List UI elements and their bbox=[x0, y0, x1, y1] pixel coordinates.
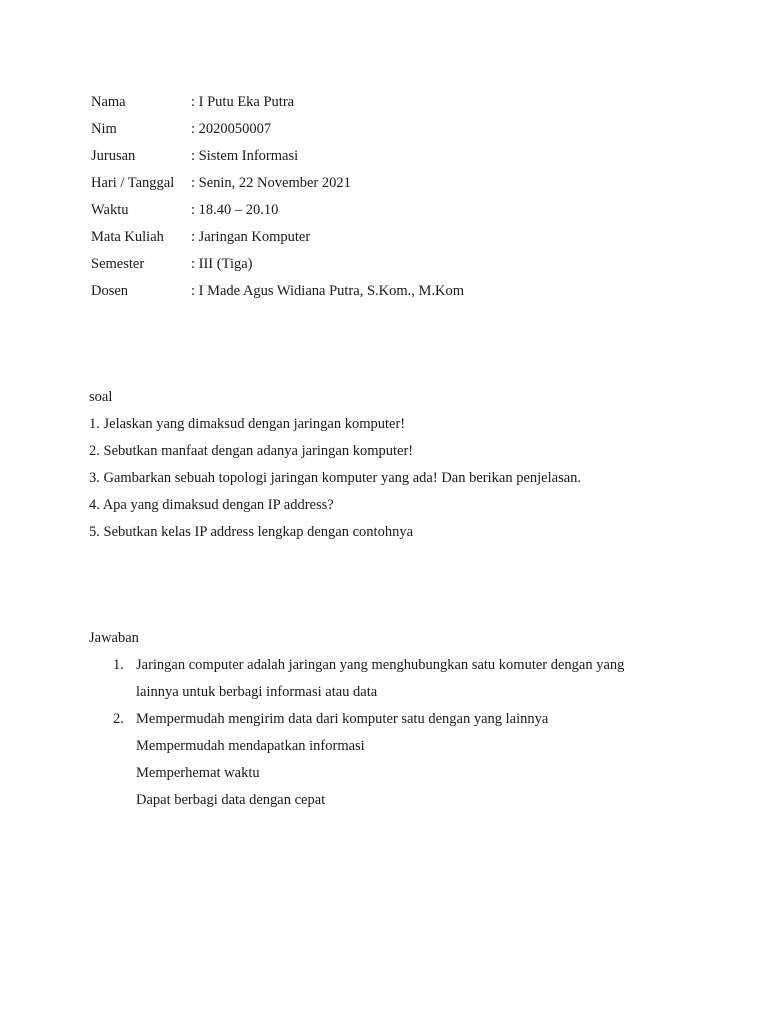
soal-item: 3. Gambarkan sebuah topologi jaringan komputer yang ada! Dan berikan penjelasan. bbox=[89, 470, 582, 486]
soal-heading: soal bbox=[89, 389, 113, 405]
info-label: Jurusan bbox=[91, 148, 136, 164]
soal-item: 4. Apa yang dimaksud dengan IP address? bbox=[89, 497, 334, 513]
jawaban-line: Mempermudah mendapatkan informasi bbox=[136, 738, 365, 754]
info-label: Hari / Tanggal bbox=[91, 175, 175, 191]
jawaban-line: Dapat berbagi data dengan cepat bbox=[136, 792, 326, 808]
info-value: : III (Tiga) bbox=[191, 256, 253, 272]
info-label: Dosen bbox=[91, 283, 129, 299]
jawaban-line: Mempermudah mengirim data dari komputer satu dengan yang lainnya bbox=[136, 711, 549, 727]
info-value: : Senin, 22 November 2021 bbox=[191, 175, 351, 191]
jawaban-line: Memperhemat waktu bbox=[136, 765, 260, 781]
soal-item: 1. Jelaskan yang dimaksud dengan jaringan komputer! bbox=[89, 416, 406, 432]
jawaban-heading: Jawaban bbox=[89, 630, 139, 646]
info-value: : 18.40 – 20.10 bbox=[191, 202, 279, 218]
info-value: : Jaringan Komputer bbox=[191, 229, 311, 245]
info-label: Waktu bbox=[91, 202, 129, 218]
jawaban-line: Jaringan computer adalah jaringan yang menghubungkan satu komuter dengan yang bbox=[136, 657, 625, 673]
soal-item: 5. Sebutkan kelas IP address lengkap dengan contohnya bbox=[89, 524, 414, 540]
info-value: : I Putu Eka Putra bbox=[191, 94, 295, 110]
info-value: : 2020050007 bbox=[191, 121, 272, 137]
jawaban-number: 1. bbox=[113, 657, 124, 673]
jawaban-line: lainnya untuk berbagi informasi atau data bbox=[136, 684, 378, 700]
info-label: Mata Kuliah bbox=[91, 229, 164, 245]
info-label: Semester bbox=[91, 256, 145, 272]
info-value: : I Made Agus Widiana Putra, S.Kom., M.Kom bbox=[191, 283, 465, 299]
info-value: : Sistem Informasi bbox=[191, 148, 299, 164]
info-label: Nama bbox=[91, 94, 126, 110]
jawaban-number: 2. bbox=[113, 711, 124, 727]
soal-item: 2. Sebutkan manfaat dengan adanya jaringan komputer! bbox=[89, 443, 414, 459]
info-label: Nim bbox=[91, 121, 117, 137]
